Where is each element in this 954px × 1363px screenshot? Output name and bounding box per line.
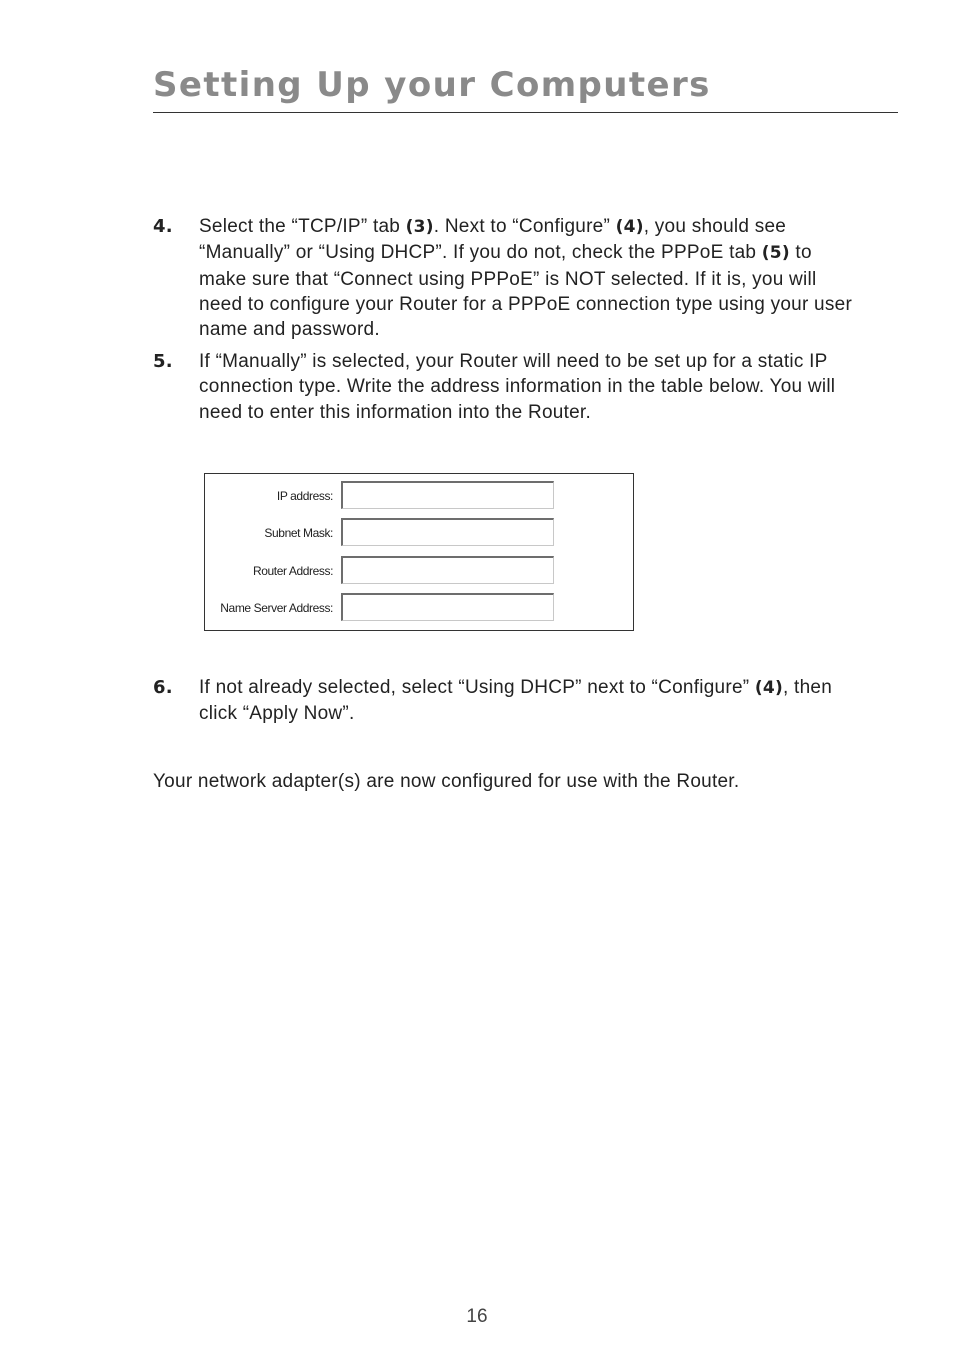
static-ip-form bbox=[204, 473, 634, 631]
callout-ref-4: (4) bbox=[754, 678, 783, 698]
step-text-part: If not already selected, select “Using DHCP” next to “Configure” bbox=[199, 677, 755, 698]
step-text-part: Select the “TCP/IP” tab bbox=[199, 216, 406, 237]
step-5 bbox=[153, 349, 853, 453]
callout-ref-4: (4) bbox=[615, 217, 644, 237]
router-address-input[interactable] bbox=[341, 556, 554, 584]
step-text-part: . Next to “Configure” bbox=[433, 216, 616, 237]
title-divider bbox=[153, 112, 898, 113]
name-server-address-input[interactable] bbox=[341, 593, 554, 621]
form-row-name-server-address bbox=[205, 593, 633, 623]
page-title: Setting Up your Computers bbox=[153, 65, 711, 105]
step-text bbox=[199, 349, 853, 425]
name-server-address-label: Name Server Address: bbox=[220, 601, 333, 615]
step-number: 6. bbox=[153, 677, 173, 698]
router-address-label: Router Address: bbox=[252, 564, 333, 578]
form-row-subnet-mask bbox=[205, 518, 633, 548]
ip-address-label: IP address: bbox=[276, 489, 333, 503]
step-text-part: to make sure that “Connect using PPPoE” is NOT selected. If it is, you will need to configure your Router for a PPPoE connection type using your user name and password. bbox=[199, 242, 853, 341]
closing-paragraph: Your network adapter(s) are now configured for use with the Router. bbox=[153, 771, 740, 792]
step-text bbox=[199, 214, 853, 342]
form-row-ip-address bbox=[205, 481, 633, 511]
step-text-part: If “Manually” is selected, your Router will need to be set up for a static IP connection type. Write the address information in the table below. You will need to enter this information into the Router. bbox=[199, 351, 836, 423]
callout-ref-3: (3) bbox=[405, 217, 434, 237]
step-text-part: , then click “Apply Now”. bbox=[199, 677, 833, 725]
page-number: 16 bbox=[466, 1306, 488, 1327]
step-number: 5. bbox=[153, 351, 173, 372]
step-text bbox=[199, 675, 853, 727]
step-number: 4. bbox=[153, 216, 173, 237]
ip-address-input[interactable] bbox=[341, 481, 554, 509]
step-6 bbox=[153, 675, 853, 731]
form-row-router-address bbox=[205, 556, 633, 586]
step-text-part: , you should see “Manually” or “Using DHCP”. If you do not, check the PPPoE tab bbox=[199, 216, 787, 264]
step-4 bbox=[153, 214, 853, 344]
subnet-mask-label: Subnet Mask: bbox=[264, 526, 333, 540]
subnet-mask-input[interactable] bbox=[341, 518, 554, 546]
callout-ref-5: (5) bbox=[761, 243, 790, 264]
